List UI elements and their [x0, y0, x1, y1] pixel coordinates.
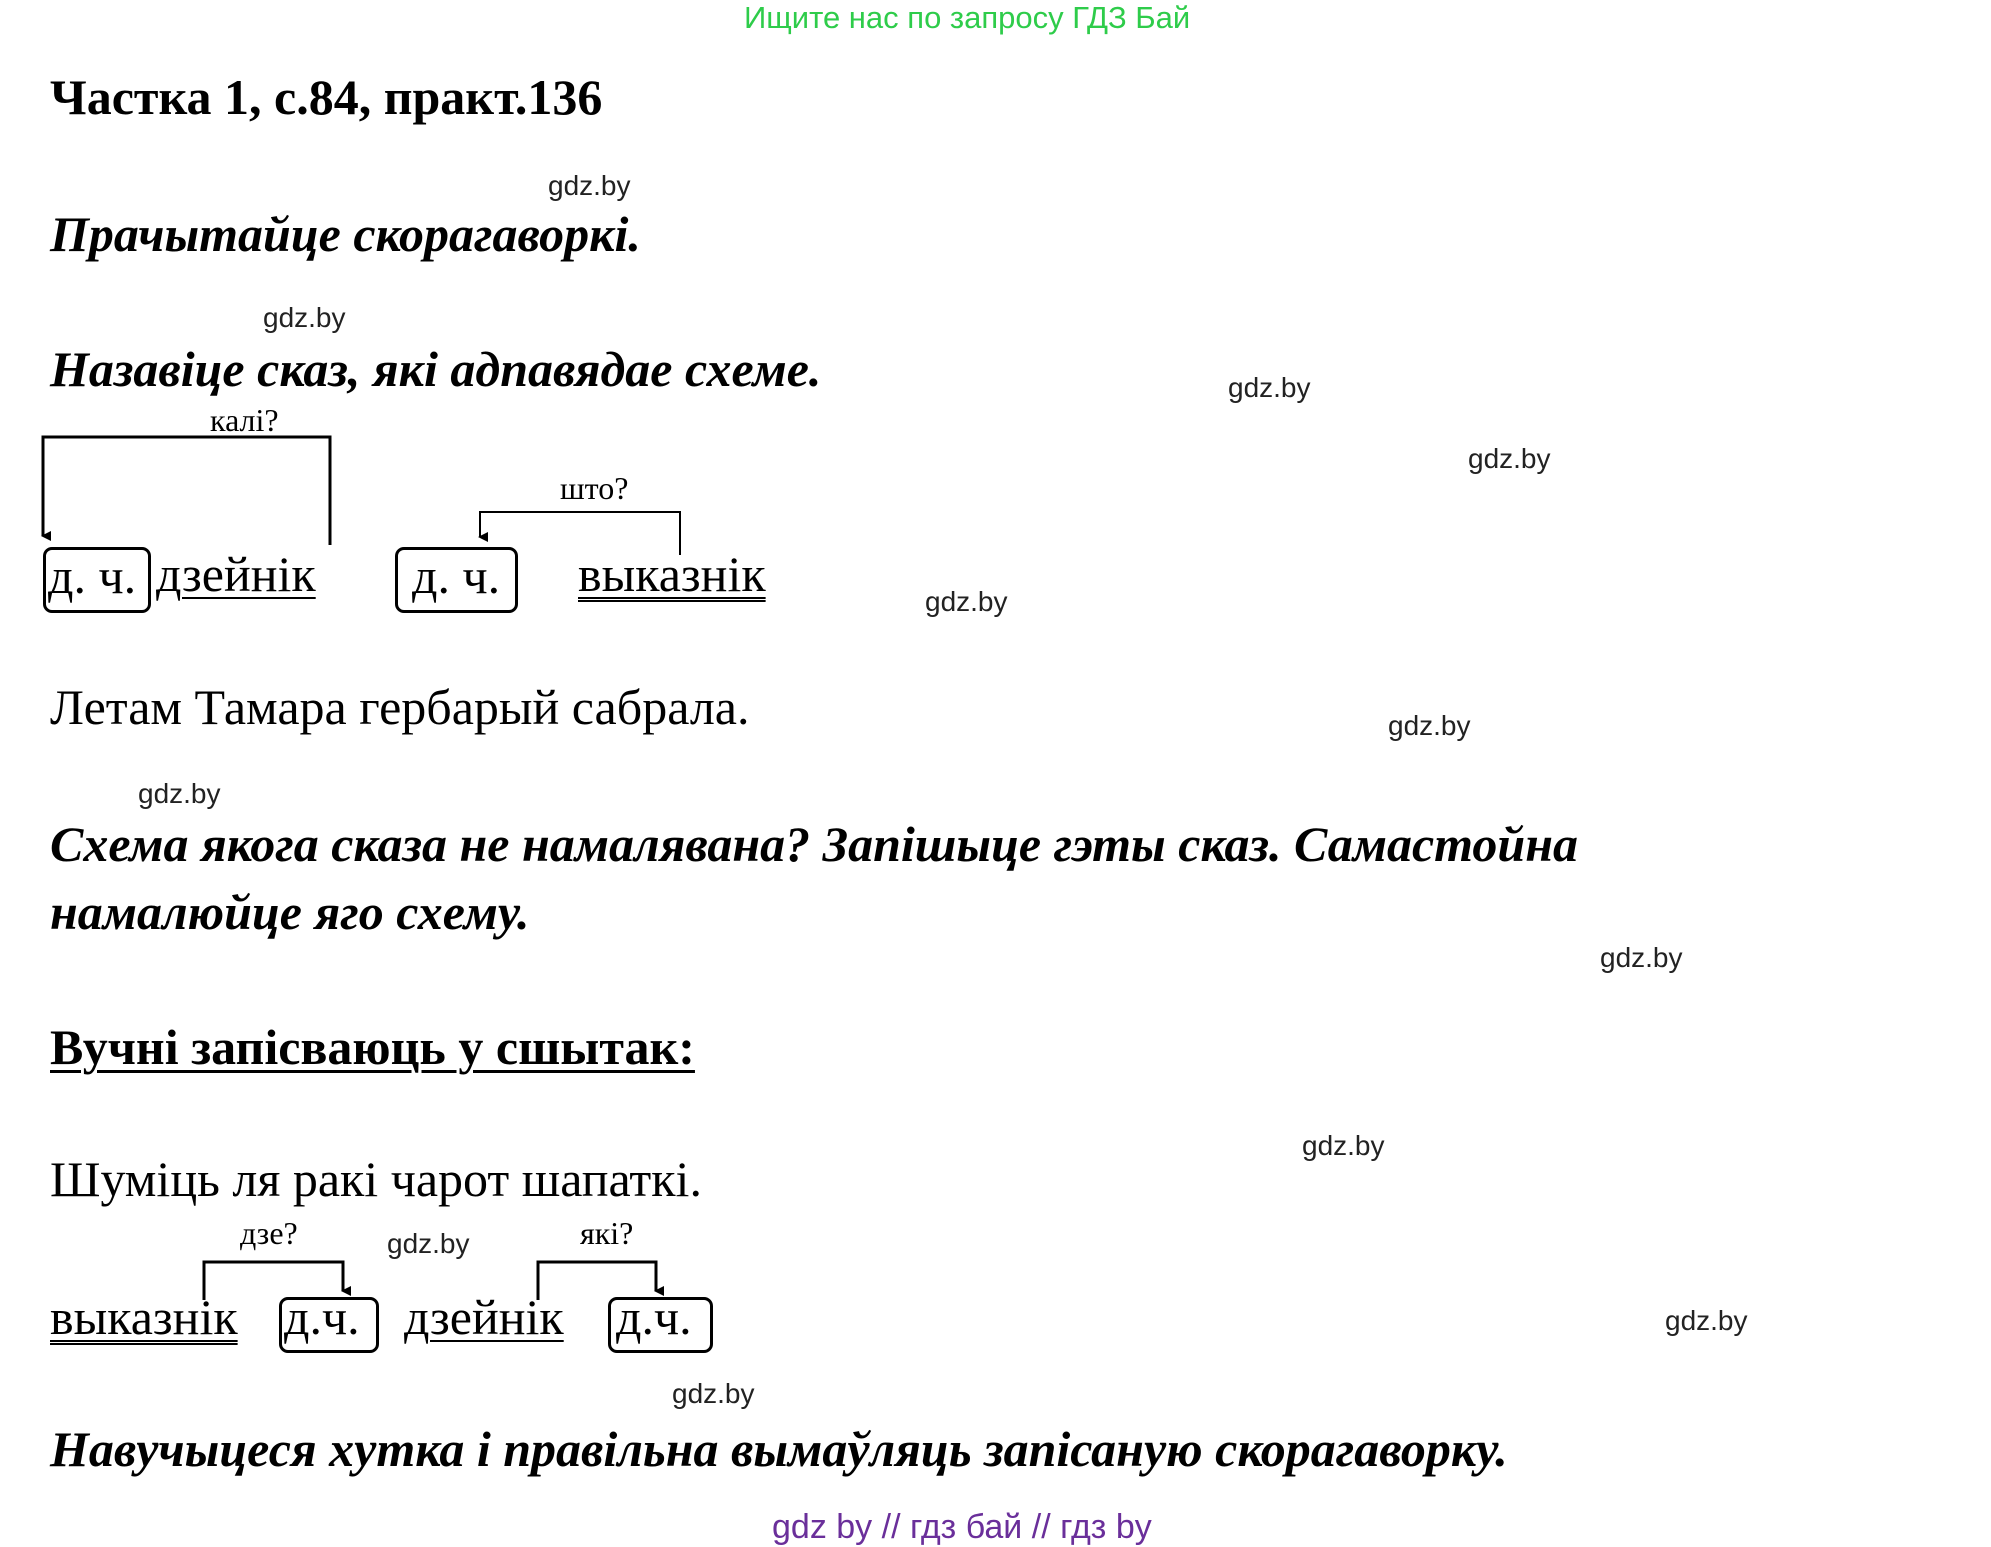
watermark: gdz.by	[138, 778, 221, 809]
section-heading: Вучні запісваюць у сшытак:	[50, 1019, 695, 1075]
watermark: gdz.by	[925, 586, 1008, 617]
watermark: gdz.by	[1228, 372, 1311, 403]
instruction-learn: Навучыцеся хутка і правільна вымаўляць запісаную скорагаворку.	[50, 1421, 1508, 1477]
scheme2-subject: дзейнік	[404, 1289, 564, 1345]
scheme2-box-1-label: д.ч.	[284, 1289, 360, 1345]
scheme2-question-which: які?	[580, 1215, 634, 1251]
instruction-name-sentence: Назавіце сказ, які адпавядае схеме.	[50, 341, 822, 397]
scheme1-subject: дзейнік	[156, 546, 316, 602]
scheme1-question-what: што?	[560, 470, 629, 506]
scheme2-box-2-label: д.ч.	[616, 1289, 692, 1345]
watermark: gdz.by	[1468, 443, 1551, 474]
top-banner: Ищите нас по запросу ГДЗ Бай	[744, 0, 1191, 35]
watermark: gdz.by	[548, 170, 631, 201]
sentence-2: Шуміць ля ракі чарот шапаткі.	[50, 1151, 702, 1207]
sentence-1: Летам Тамара гербарый сабрала.	[50, 679, 750, 735]
watermark: gdz.by	[1388, 710, 1471, 741]
scheme1-predicate: выказнік	[578, 546, 766, 602]
footer: gdz by // гдз бай // гдз by	[772, 1508, 1152, 1546]
watermark: gdz.by	[1600, 942, 1683, 973]
scheme1-connector-when	[43, 437, 330, 545]
scheme2-question-where: дзе?	[240, 1215, 298, 1251]
scheme1-question-when: калі?	[210, 402, 279, 438]
scheme2-predicate: выказнік	[50, 1289, 238, 1345]
instruction-read: Прачытайце скорагаворкі.	[50, 206, 641, 262]
scheme1-box-1-label: д. ч.	[48, 548, 137, 604]
instruction-which-scheme-line2: намалюйце яго схему.	[50, 884, 530, 940]
watermark: gdz.by	[672, 1378, 755, 1409]
scheme1-box-2-label: д. ч.	[412, 548, 501, 604]
watermark: gdz.by	[263, 302, 346, 333]
watermark: gdz.by	[1302, 1130, 1385, 1161]
page-title: Частка 1, с.84, практ.136	[50, 69, 603, 125]
watermark: gdz.by	[1665, 1305, 1748, 1336]
watermark: gdz.by	[387, 1228, 470, 1259]
instruction-which-scheme-line1: Схема якога сказа не намалявана? Запішыце гэты сказ. Самастойна	[50, 816, 1578, 872]
